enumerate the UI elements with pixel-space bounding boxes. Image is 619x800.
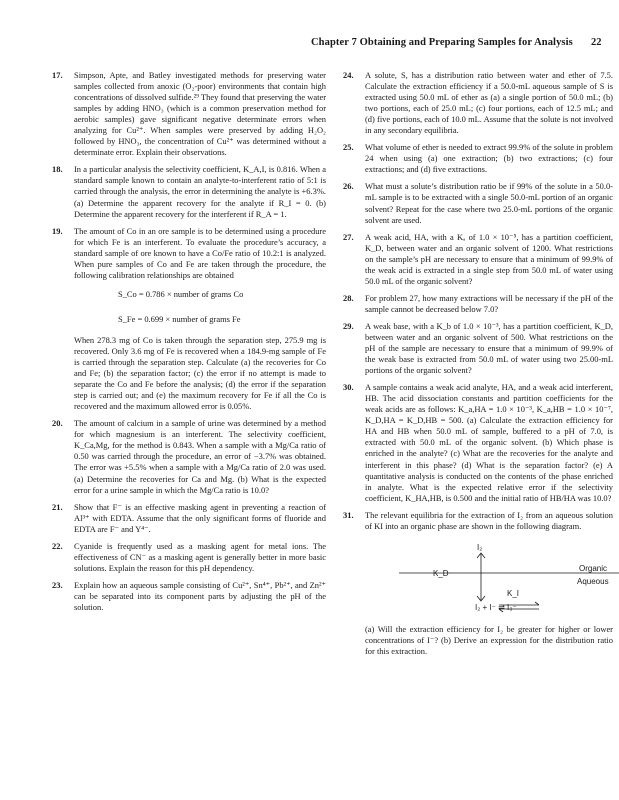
- page-header: [0, 37, 600, 51]
- problem-24: [343, 70, 613, 136]
- problem-number: 18.: [52, 164, 63, 175]
- problem-text: Cyanide is frequently used as a masking agent for metal ions. The effectiveness of CN⁻ as a masking agent is generally better in more basic solutions. Explain the reason for this pH dependency.: [74, 540, 326, 573]
- problem-number: 28.: [343, 292, 354, 303]
- left-column: [52, 70, 326, 619]
- organic-iodine-label: I₂: [477, 542, 483, 552]
- problem-text: Simpson, Apte, and Batley investigated methods for preserving water samples collected from anoxic (O₂-poor) environments that contain high concentrations of dissolved sulfide.²⁹ They found that preserving the water samples by adding HNO₃ (which is a common preservation method for aerobic samples) gave significant negative determinate errors when analyzing for Cu²⁺. When samples were preserved by adding H₂O₂ followed by HNO₃, the concentration of Cu²⁺ was determined without a determinate error. Explain their observations.: [74, 70, 326, 158]
- problem-27: [343, 232, 613, 287]
- forward-arrowhead: [535, 602, 539, 605]
- extraction-equilibria-diagram: [389, 538, 619, 618]
- calibration-equation-fe: S_Fe = 0.699 × number of grams Fe: [118, 313, 241, 324]
- problem-number: 19.: [52, 225, 63, 236]
- organic-phase-label: Organic: [579, 563, 608, 573]
- problem-23: [52, 580, 326, 613]
- problem-20: [52, 418, 326, 495]
- problem-text: A weak base, with a K_b of 1.0 × 10⁻³, has a partition coefficient, K_D, between water and an organic solvent of 500. What restrictions on the pH of the sample are necessary to ensure that a minimum of 99.9% of the weak base is extracted from 50.0 mL of water using two 25.00-mL portions of the organic solvent?: [365, 320, 613, 376]
- problem-text: A solute, S, has a distribution ratio between water and ether of 7.5. Calculate the extraction efficiency if a 50.0-mL aqueous sample of S is extracted using 50.0 mL of ether as (a) a single portion of 50.0 mL; (b) two portions, each of 25.0 mL; (c) four portions, each of 12.5 mL; and (d) five portions, each of 10.0 mL. Assume that the solute is not involved in any secondary equilibria.: [365, 70, 613, 136]
- problem-text: What volume of ether is needed to extract 99.9% of the solute in problem 24 when using (a) one extraction; (b) two extractions; (c) four extractions; and (d) five extractions.: [365, 142, 613, 175]
- problem-text: In a particular analysis the selectivity coefficient, K_A,I, is 0.816. When a standard sample known to contain an analyte-to-interferent ratio of 5:1 is carried through the analysis, the error in determining the analyte is +6.3%. (a) Determine the apparent recovery for the analyte if R_I = 0. (b) Determine the apparent recovery for the interferent if R_A = 1.: [74, 164, 326, 219]
- problem-number: 29.: [343, 320, 354, 331]
- problem-text: The relevant equilibria for the extraction of I₂ from an aqueous solution of KI into an organic phase are shown in the following diagram.: [365, 509, 613, 531]
- problem-number: 23.: [52, 579, 63, 590]
- page-number: 22: [591, 37, 602, 48]
- problem-29: [343, 321, 613, 376]
- problem-text: The amount of calcium in a sample of urine was determined by a method for which magnesium is an interferent. The selectivity coefficient, K_Ca,Mg, for the method is 0.843. When a sample with a Mg/Ca ratio of 0.50 was carried through the procedure, an error of −3.7% was obtained. The error was +5.5% when a sample with a Mg/Ca ratio of 2.0 was used. (a) Determine the recoveries for Ca and Mg. (b) What is the expected error for a urine sample in which the Mg/Ca ratio is 10.0?: [74, 418, 326, 495]
- aqueous-equilibrium-label: I₂ + I⁻ ⇌ I₃⁻: [475, 602, 517, 612]
- right-column: [343, 70, 613, 663]
- problem-text-continued: (a) Will the extraction efficiency for I₂ be greater for higher or lower concentrations of I⁻? (b) Derive an expression for the distribution ratio for this extraction.: [365, 623, 613, 656]
- problem-text: For problem 27, how many extractions will be necessary if the pH of the sample cannot be decreased below 7.0?: [365, 292, 613, 314]
- problem-26: [343, 181, 613, 225]
- problem-19: [52, 226, 326, 413]
- aqueous-phase-label: Aqueous: [577, 576, 609, 586]
- running-head: Chapter 7 Obtaining and Preparing Samples for Analysis: [311, 37, 573, 48]
- problem-number: 22.: [52, 540, 63, 551]
- problem-number: 25.: [343, 142, 354, 153]
- problem-number: 21.: [52, 501, 63, 512]
- problem-number: 30.: [343, 382, 354, 393]
- problem-text: What must a solute’s distribution ratio be if 99% of the solute in a 50.0-mL sample is to be extracted with a single 50.0-mL portion of an organic solvent? Repeat for the case where two 25.0-mL portions of the organic solvent are used.: [365, 181, 613, 225]
- problem-text-continued: When 278.3 mg of Co is taken through the separation step, 275.9 mg is recovered. Only 3.6 mg of Fe is recovered when a 184.9-mg sample of Fe is carried through the separation step. Calculate (a) the recoveries for Co and Fe; (b) the separation factor; (c) the error if no attempt is made to separate the Co and Fe before the analysis; (d) the error if the separation step is carried out; and (e) the maximum recovery for Fe if all the Co is recovered and the maximum allowed error is 0.05%.: [74, 334, 326, 412]
- problem-number: 26.: [343, 181, 354, 192]
- problem-text: Show that F⁻ is an effective masking agent in preventing a reaction of Al³⁺ with EDTA. Assume that the only significant forms of fluoride and EDTA are F⁻ and Y⁴⁻.: [74, 501, 326, 534]
- ki-label: K_I: [507, 588, 520, 598]
- problem-text: Explain how an aqueous sample consisting of Cu²⁺, Sn⁴⁺, Pb²⁺, and Zn²⁺ can be separated into its component parts by adjusting the pH of the solution.: [74, 579, 326, 612]
- problem-number: 31.: [343, 509, 354, 520]
- problem-number: 24.: [343, 70, 354, 80]
- problem-18: [52, 164, 326, 219]
- problem-31: [343, 510, 613, 657]
- problem-25: [343, 142, 613, 175]
- problem-30: [343, 382, 613, 504]
- problem-17: [52, 70, 326, 158]
- problem-text: The amount of Co in an ore sample is to be determined using a procedure for which Fe is an interferent. To evaluate the procedure’s accuracy, a standard sample of ore known to have a Co/Fe ratio of 10.2:1 is analyzed. When pure samples of Co and Fe are taken through the procedure, the following calibration relationships are obtained: [74, 225, 326, 280]
- problem-number: 20.: [52, 418, 63, 429]
- problem-text: A weak acid, HA, with a Kₐ of 1.0 × 10⁻⁵, has a partition coefficient, K_D, between water and an organic solvent of 1200. What restrictions on the sample’s pH are necessary to ensure that a minimum of 99.9% of the weak acid is extracted in a single step from 50.0 mL of water using 50.0 mL of the organic solvent?: [365, 231, 613, 286]
- problem-21: [52, 502, 326, 535]
- problem-number: 27.: [343, 231, 354, 242]
- problem-number: 17.: [52, 70, 63, 80]
- calibration-equation-co: S_Co = 0.786 × number of grams Co: [118, 288, 244, 299]
- problem-22: [52, 541, 326, 574]
- problem-text: A sample contains a weak acid analyte, HA, and a weak acid interferent, HB. The acid dissociation constants and partition coefficients for the weak acids are as follows: K_a,HA = 1.0 × 10⁻³, K_a,HB = 1.0 × 10⁻⁷, K_D,HA = K_D,HB = 500. (a) Calculate the extraction efficiency for HA and HB when 50.0 mL of sample, buffered to a pH of 7.0, is extracted with 50.0 mL of the organic solvent. (b) Which phase is enriched in the analyte? (c) What are the recoveries for the analyte and interferent in this phase? (d) What is the separation factor? (e) A quantitative analysis is conducted on the contents of the phase enriched in analyte. What is the expected relative error if the selectivity coefficient, K_HA,HB, is 0.500 and the initial ratio of HB/HA was 10.0?: [365, 382, 613, 503]
- kd-label: K_D: [433, 568, 449, 578]
- problem-28: [343, 293, 613, 315]
